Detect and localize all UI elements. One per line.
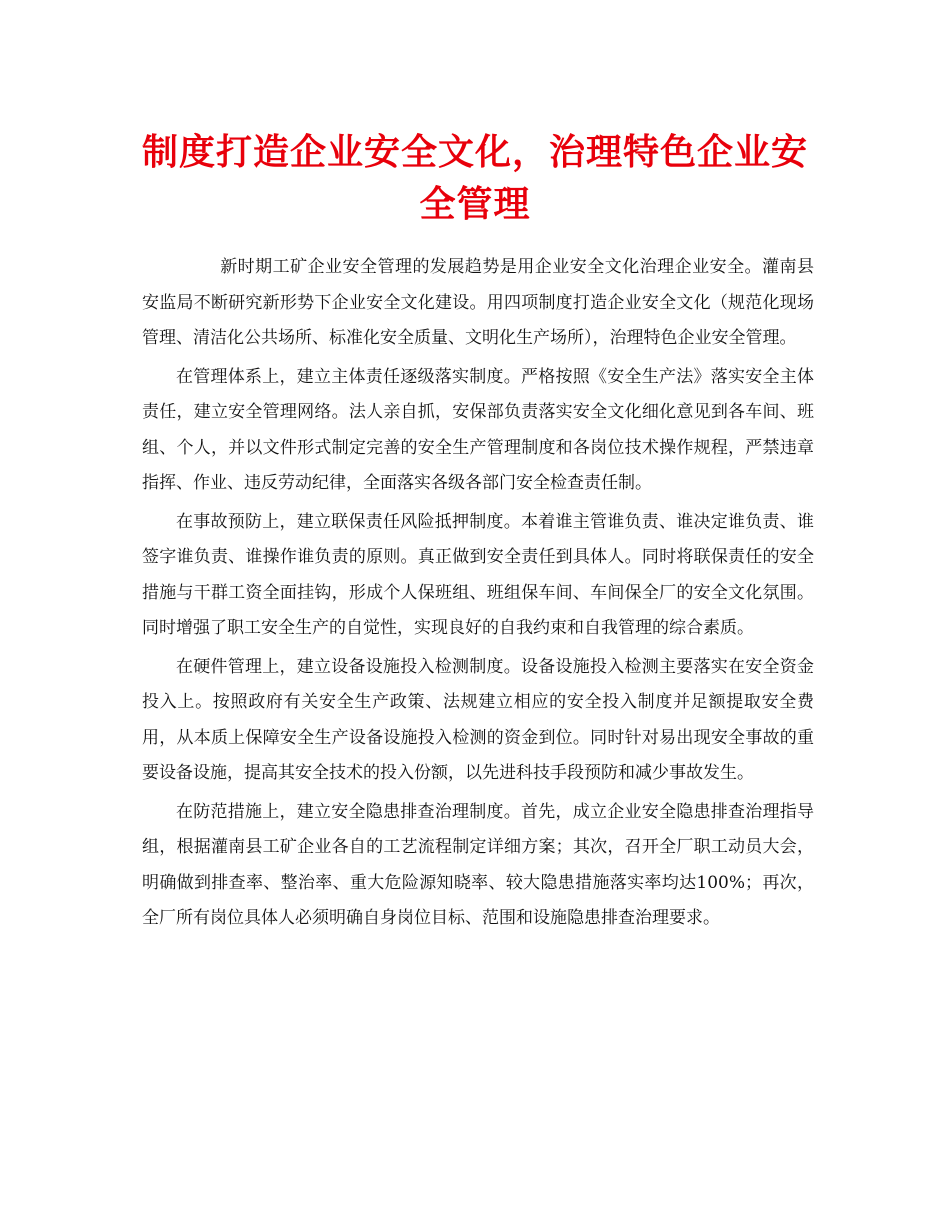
paragraph-prevention-measures: 在防范措施上，建立安全隐患排查治理制度。首先，成立企业安全隐患排查治理指导组，根据灌南县工矿企业各自的工艺流程制定详细方案；其次，召开全厂职工动员大会，明确做到排查率、整治率、重大危险源知晓率、较大隐患措施落实率均达100%；再次，全厂所有岗位具体人必须明确自身岗位目标、范围和设施隐患排查治理要求。	[142, 801, 814, 928]
paragraph-intro: 新时期工矿企业安全管理的发展趋势是用企业安全文化治理企业安全。灌南县安监局不断研究新形势下企业安全文化建设。用四项制度打造企业安全文化（规范化现场管理、清洁化公共场所、标准化安全质量、文明化生产场所），治理特色企业安全管理。	[142, 257, 814, 348]
document-body	[142, 250, 814, 940]
paragraph-hardware-management: 在硬件管理上，建立设备设施投入检测制度。设备设施投入检测主要落实在安全资金投入上。按照政府有关安全生产政策、法规建立相应的安全投入制度并足额提取安全费用，从本质上保障安全生产设备设施投入检测的资金到位。同时针对易出现安全事故的重要设备设施，提高其安全技术的投入份额，以先进科技手段预防和减少事故发生。	[142, 656, 814, 783]
paragraph-accident-prevention: 在事故预防上，建立联保责任风险抵押制度。本着谁主管谁负责、谁决定谁负责、谁签字谁负责、谁操作谁负责的原则。真正做到安全责任到具体人。同时将联保责任的安全措施与干群工资全面挂钩，形成个人保班组、班组保车间、车间保全厂的安全文化氛围。同时增强了职工安全生产的自觉性，实现良好的自我约束和自我管理的综合素质。	[142, 511, 814, 638]
paragraph-management-system: 在管理体系上，建立主体责任逐级落实制度。严格按照《安全生产法》落实安全主体责任，建立安全管理网络。法人亲自抓，安保部负责落实安全文化细化意见到各车间、班组、个人，并以文件形式制定完善的安全生产管理制度和各岗位技术操作规程，严禁违章指挥、作业、违反劳动纪律，全面落实各级各部门安全检查责任制。	[142, 366, 814, 493]
document-title: 制度打造企业安全文化，治理特色企业安全管理	[141, 131, 808, 225]
